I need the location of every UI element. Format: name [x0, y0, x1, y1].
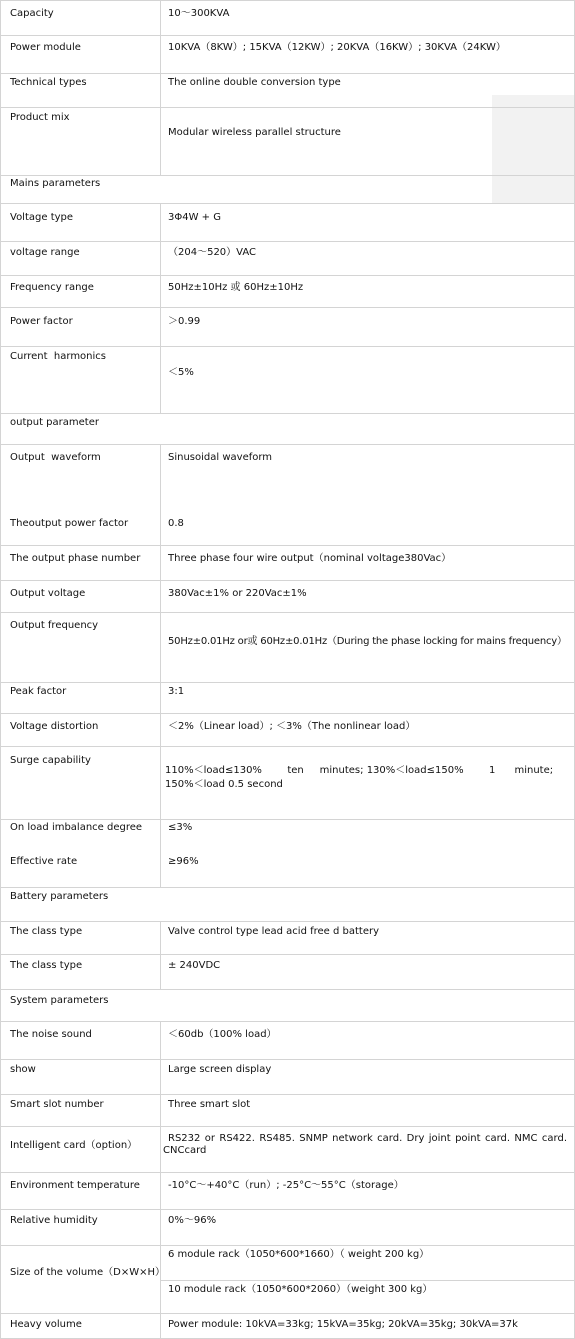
row-label-output-voltage: Output voltage	[10, 588, 86, 599]
row-value-heavy-volume: Power module: 10kVA=33kg; 15kVA=35kg; 20kVA=35kg; 30kVA=37k	[168, 1319, 518, 1330]
row-value-surge-capability: 110%＜load≤130% ten minutes; 130%＜load≤150% 1 minute; 150%＜load 0.5 second	[165, 765, 557, 790]
row-label-technical-types: Technical types	[10, 77, 87, 88]
section-system-parameters: System parameters	[10, 995, 109, 1006]
row-value-voltage-range: （204～520）VAC	[168, 247, 257, 258]
row-label-show: show	[10, 1064, 36, 1075]
row-label-intelligent-card: Intelligent card（option）	[10, 1140, 138, 1151]
row-value-show: Large screen display	[168, 1064, 272, 1075]
row-label-surge-capability: Surge capability	[10, 755, 91, 766]
row-label-voltage-range: voltage range	[10, 247, 80, 258]
row-value-power-module: 10KVA（8KW）; 15KVA（12KW）; 20KVA（16KW）; 30KVA（24KW）	[168, 42, 506, 53]
row-label-heavy-volume: Heavy volume	[10, 1319, 82, 1330]
row-value-voltage-type: 3Φ4W + G	[168, 212, 221, 223]
row-value-output-frequency: 50Hz±0.01Hz or或 60Hz±0.01Hz（During the phase locking for mains frequency）	[168, 636, 567, 647]
row-value-noise: ＜60db（100% load）	[168, 1029, 277, 1040]
row-label-current-harmonics: Current harmonics	[10, 351, 107, 362]
section-battery-parameters: Battery parameters	[10, 891, 109, 902]
row-value-relative-humidity: 0%～96%	[168, 1215, 217, 1226]
row-label-noise: The noise sound	[10, 1029, 92, 1040]
row-value-smart-slot: Three smart slot	[168, 1099, 251, 1110]
row-value-load-imbalance: ≤3%	[168, 822, 193, 833]
row-value-effective-rate: ≥96%	[168, 856, 199, 867]
row-label-frequency-range: Frequency range	[10, 282, 94, 293]
row-label-peak-factor: Peak factor	[10, 686, 67, 697]
row-value-output-waveform: Sinusoidal waveform	[168, 452, 273, 463]
row-value-class-type-voltage: ± 240VDC	[168, 960, 221, 971]
row-value-class-type: Valve control type lead acid free d battery	[168, 926, 380, 937]
row-value-size-6-module: 6 module rack（1050*600*1660）（ weight 200 kg）	[168, 1249, 430, 1260]
row-label-output-power-factor: Theoutput power factor	[10, 518, 129, 529]
row-label-voltage-distortion: Voltage distortion	[10, 721, 99, 732]
row-value-capacity: 10～300KVA	[168, 8, 230, 19]
section-mains-parameters: Mains parameters	[10, 178, 101, 189]
row-label-capacity: Capacity	[10, 8, 54, 19]
row-value-current-harmonics: ＜5%	[168, 367, 194, 378]
row-value-technical-types: The online double conversion type	[168, 77, 341, 88]
row-label-class-type: The class type	[10, 926, 83, 937]
row-value-power-factor: ＞0.99	[168, 316, 201, 327]
row-value-intelligent-card: RS232 or RS422. RS485. SNMP network card. Dry joint point card. NMC card. CNCcard	[163, 1133, 567, 1156]
row-value-environment-temperature: -10°C～+40°C（run）; -25°C～55°C（storage）	[168, 1180, 404, 1191]
row-value-frequency-range: 50Hz±10Hz 或 60Hz±10Hz	[168, 282, 304, 293]
row-value-output-phase-number: Three phase four wire output（nominal voltage380Vac）	[168, 553, 452, 564]
row-label-output-waveform: Output waveform	[10, 452, 101, 463]
row-label-power-module: Power module	[10, 42, 81, 53]
row-label-product-mix: Product mix	[10, 112, 70, 123]
row-label-relative-humidity: Relative humidity	[10, 1215, 98, 1226]
row-value-output-power-factor: 0.8	[168, 518, 184, 529]
row-label-output-phase-number: The output phase number	[10, 553, 141, 564]
row-value-output-voltage: 380Vac±1% or 220Vac±1%	[168, 588, 307, 599]
row-value-peak-factor: 3:1	[168, 686, 185, 697]
row-label-load-imbalance: On load imbalance degree	[10, 822, 143, 833]
row-label-smart-slot: Smart slot number	[10, 1099, 104, 1110]
row-label-effective-rate: Effective rate	[10, 856, 78, 867]
section-output-parameter: output parameter	[10, 417, 99, 428]
row-label-class-type-voltage: The class type	[10, 960, 83, 971]
row-value-product-mix: Modular wireless parallel structure	[168, 127, 341, 138]
row-value-size-10-module: 10 module rack（1050*600*2060）（weight 300 kg）	[168, 1284, 433, 1295]
row-value-voltage-distortion: ＜2%（Linear load）; ＜3%（The nonlinear load）	[168, 721, 416, 732]
row-label-voltage-type: Voltage type	[10, 212, 74, 223]
row-label-size-volume: Size of the volume（D×W×H）	[10, 1267, 166, 1278]
row-label-output-frequency: Output frequency	[10, 620, 99, 631]
row-label-environment-temperature: Environment temperature	[10, 1180, 140, 1191]
row-label-power-factor: Power factor	[10, 316, 73, 327]
